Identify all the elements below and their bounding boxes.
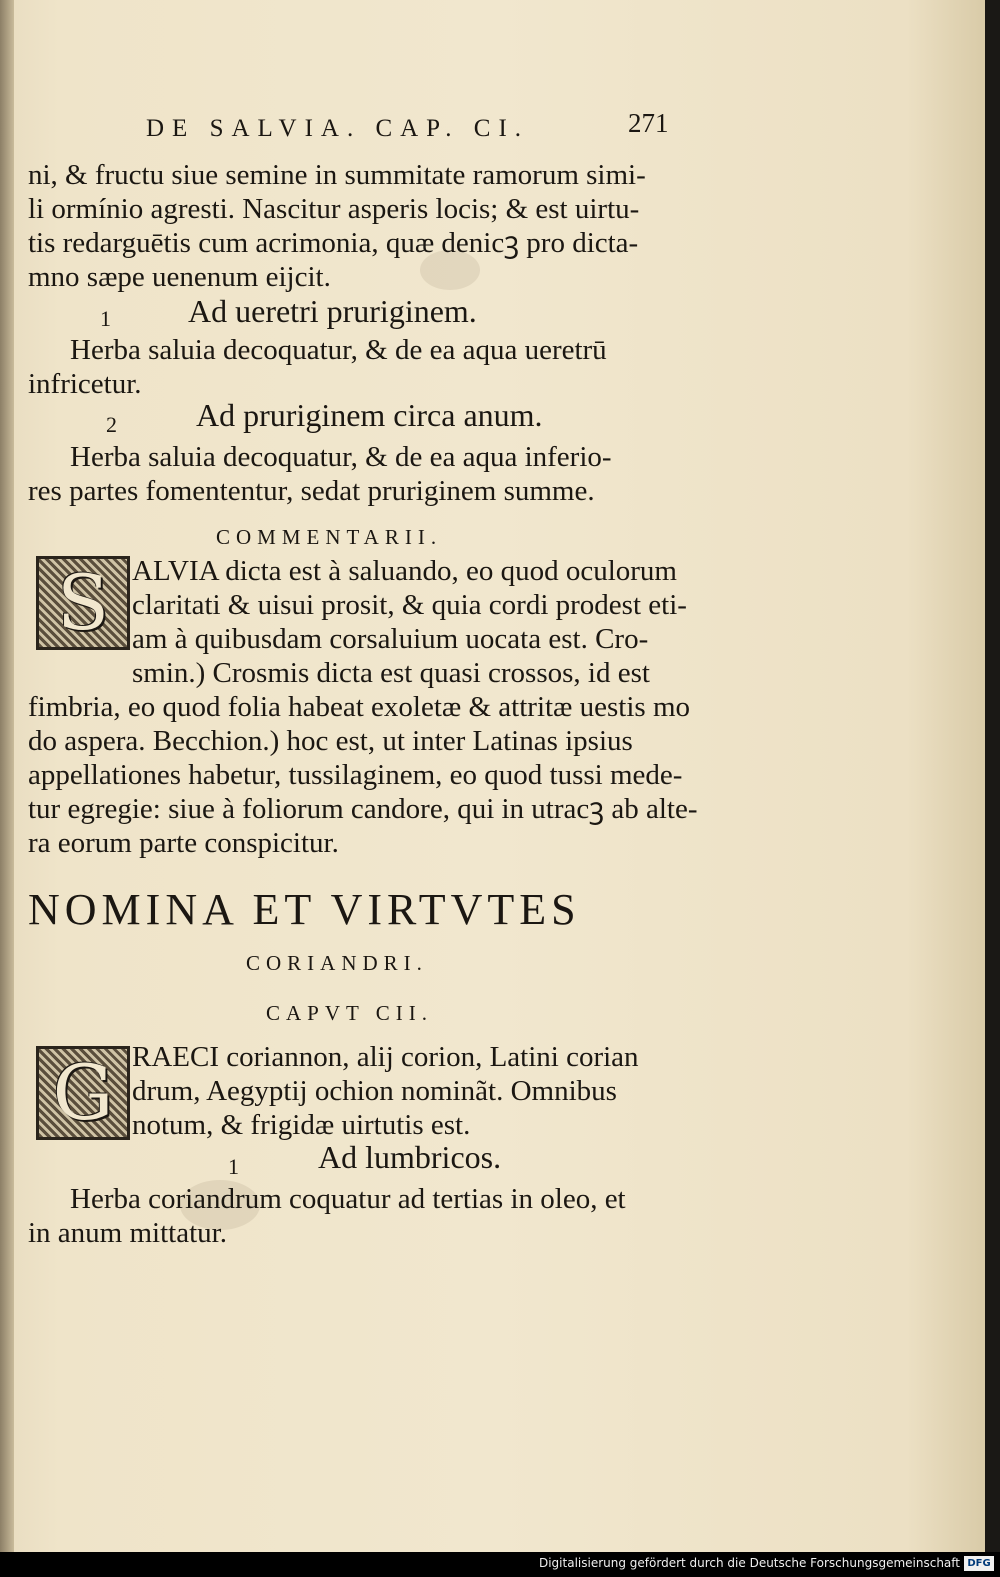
text-line: notum, & frigidæ uirtutis est. bbox=[132, 1109, 471, 1141]
text-line: Herba coriandrum coquatur ad tertias in oleo, et bbox=[70, 1183, 626, 1215]
section-heading: COMMENTARII. bbox=[216, 525, 443, 549]
recipe-number: 1 bbox=[228, 1154, 239, 1179]
page-gutter bbox=[0, 0, 14, 1552]
text-line: res partes fomententur, sedat pruriginem summe. bbox=[28, 475, 595, 507]
text-line: ra eorum parte conspicitur. bbox=[28, 827, 339, 859]
chapter-title: NOMINA ET VIRTVTES bbox=[28, 885, 581, 934]
text-line: ALVIA dicta est à saluando, eo quod oculorum bbox=[132, 555, 677, 587]
recipe-number: 2 bbox=[106, 412, 117, 437]
text-line: drum, Aegyptij ochion nominãt. Omnibus bbox=[132, 1075, 617, 1107]
text-line: Herba saluia decoquatur, & de ea aqua ueretrū bbox=[70, 334, 607, 366]
running-title: DE SALVIA. CAP. CI. bbox=[146, 115, 530, 142]
recipe-title: Ad ueretri pruriginem. bbox=[188, 293, 477, 329]
text-line: RAECI coriannon, alij corion, Latini corian bbox=[132, 1041, 639, 1073]
text-line: li ormínio agresti. Nascitur asperis locis; & est uirtu- bbox=[28, 193, 640, 225]
decorated-initial: S bbox=[36, 556, 130, 650]
text-line: tis redarguētis cum acrimonia, quæ denicꝫ pro dicta- bbox=[28, 227, 639, 259]
chapter-caput: CAPVT CII. bbox=[266, 1001, 433, 1025]
text-line: in anum mittatur. bbox=[28, 1217, 227, 1249]
chapter-subtitle: CORIANDRI. bbox=[246, 951, 428, 975]
text-line: infricetur. bbox=[28, 368, 142, 400]
recipe-title: Ad pruriginem circa anum. bbox=[196, 397, 543, 433]
text-line: ni, & fructu siue semine in summitate ramorum simi- bbox=[28, 159, 646, 191]
page-number: 271 bbox=[628, 108, 669, 138]
text-line: do aspera. Becchion.) hoc est, ut inter Latinas ipsius bbox=[28, 725, 633, 757]
text-line: appellationes habetur, tussilaginem, eo quod tussi mede- bbox=[28, 759, 683, 791]
text-line: fimbria, eo quod folia habeat exoletæ & attritæ uestis mo bbox=[28, 691, 691, 723]
text-line: smin.) Crosmis dicta est quasi crossos, id est bbox=[132, 657, 650, 689]
recipe-number: 1 bbox=[100, 306, 111, 331]
text-line: am à quibusdam corsaluium uocata est. Cro- bbox=[132, 623, 649, 655]
text-block bbox=[28, 0, 698, 1552]
digitization-credit: Digitalisierung gefördert durch die Deutsche Forschungsgemeinschaft bbox=[538, 1556, 960, 1570]
recipe-title: Ad lumbricos. bbox=[318, 1139, 502, 1175]
dfg-logo: DFG bbox=[964, 1556, 994, 1571]
text-line: claritati & uisui prosit, & quia cordi prodest eti- bbox=[132, 589, 687, 621]
text-line: mno sæpe uenenum eijcit. bbox=[28, 261, 331, 293]
text-line: Herba saluia decoquatur, & de ea aqua inferio- bbox=[70, 441, 612, 473]
text-line: tur egregie: siue à foliorum candore, qui in utracꝫ ab alte- bbox=[28, 793, 698, 825]
decorated-initial: G bbox=[36, 1046, 130, 1140]
